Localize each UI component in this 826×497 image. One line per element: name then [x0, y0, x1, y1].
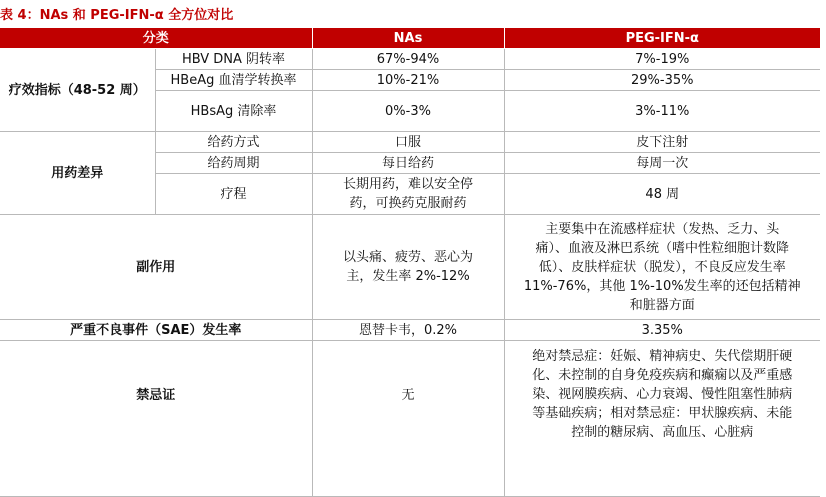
nas-period: 每日给药	[312, 153, 504, 174]
peg-contra-line: 等基础疾病；相对禁忌症：甲状腺疾病、未能	[532, 406, 793, 421]
peg-contra	[504, 341, 820, 497]
group-contra: 禁忌证	[0, 341, 312, 497]
peg-side-line: 痛）、血液及淋巴系统（嗜中性粒细胞计数降	[535, 240, 790, 256]
peg-route: 皮下注射	[504, 132, 820, 153]
peg-period: 每周一次	[504, 153, 820, 174]
peg-side-effects	[504, 215, 820, 320]
group-sae: 严重不良事件（SAE）发生率	[0, 320, 312, 341]
peg-sae: 3.35%	[504, 320, 820, 341]
peg-side-line: 和脏器方面	[629, 297, 695, 313]
header-row	[0, 28, 820, 49]
header-category: 分类	[0, 28, 312, 49]
table-row	[0, 215, 820, 320]
nas-course	[312, 174, 504, 215]
peg-contra-line: 绝对禁忌症：妊娠、精神病史、失代偿期肝硬	[532, 349, 793, 364]
nas-course-line: 长期用药，难以安全停	[343, 177, 474, 192]
nas-course-line: 药，可换药克服耐药	[349, 196, 467, 211]
peg-hbv-dna: 7%-19%	[504, 49, 820, 70]
item-hbv-dna: HBV DNA 阴转率	[155, 49, 312, 70]
item-course: 疗程	[155, 174, 312, 215]
peg-hbeag: 29%-35%	[504, 70, 820, 91]
table-row	[0, 49, 820, 70]
group-side-effects: 副作用	[0, 215, 312, 320]
nas-route: 口服	[312, 132, 504, 153]
peg-side-line: 11%-76%，其他 1%-10%发生率的还包括精神	[523, 278, 801, 294]
peg-side-line: 主要集中在流感样症状（发热、乏力、头	[545, 221, 780, 237]
peg-contra-line: 控制的糖尿病、高血压、心脏病	[571, 425, 754, 440]
nas-hbsag: 0%-3%	[312, 91, 504, 132]
comparison-table	[0, 27, 820, 497]
nas-hbeag: 10%-21%	[312, 70, 504, 91]
peg-contra-line: 化、未控制的自身免疫疾病和癫痫以及严重感	[532, 368, 793, 383]
nas-sae: 恩替卡韦，0.2%	[312, 320, 504, 341]
header-nas: NAs	[312, 28, 504, 49]
table-caption: 表 4：NAs 和 PEG-IFN-α 全方位对比	[0, 8, 234, 23]
peg-course: 48 周	[504, 174, 820, 215]
item-hbsag: HBsAg 清除率	[155, 91, 312, 132]
nas-side-line: 主，发生率 2%-12%	[346, 269, 470, 284]
peg-contra-line: 染、视网膜疾病、心力衰竭、慢性阻塞性肺病	[532, 387, 793, 402]
item-hbeag: HBeAg 血清学转换率	[155, 70, 312, 91]
nas-side-effects	[312, 215, 504, 320]
nas-contra: 无	[312, 341, 504, 497]
group-efficacy: 疗效指标（48-52 周）	[0, 49, 155, 132]
table-row	[0, 132, 820, 153]
item-route: 给药方式	[155, 132, 312, 153]
header-peg: PEG-IFN-α	[504, 28, 820, 49]
peg-side-line: 低）、皮肤样症状（脱发），不良反应发生率	[538, 259, 786, 275]
item-period: 给药周期	[155, 153, 312, 174]
nas-side-line: 以头痛、疲劳、恶心为	[343, 250, 474, 265]
table-row	[0, 341, 820, 497]
group-usage: 用药差异	[0, 132, 155, 215]
peg-hbsag: 3%-11%	[504, 91, 820, 132]
nas-hbv-dna: 67%-94%	[312, 49, 504, 70]
table-row	[0, 320, 820, 341]
